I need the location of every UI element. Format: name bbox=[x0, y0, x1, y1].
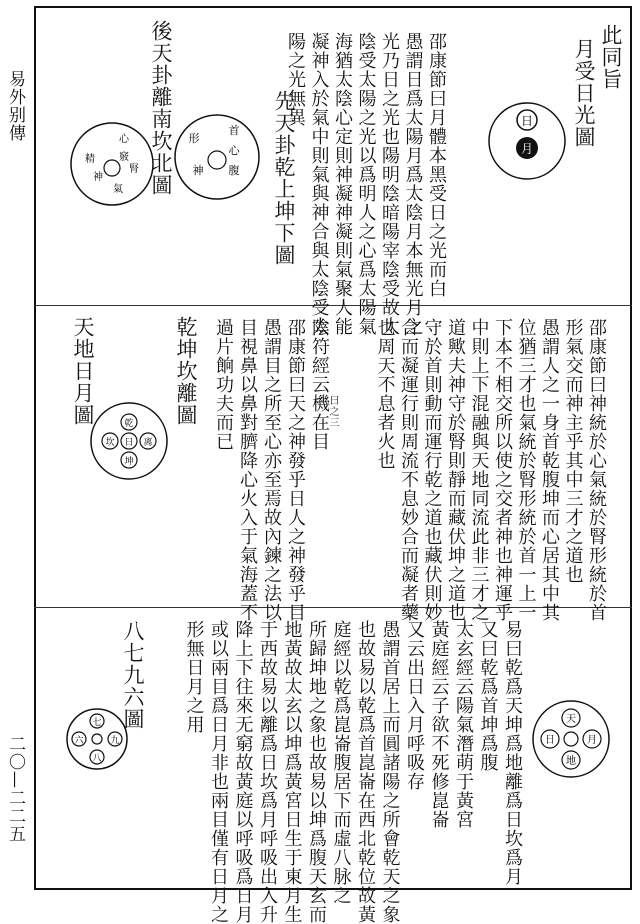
middle-text-column-9: 合而凝運行則周流不息妙合而凝者藥 bbox=[398, 318, 419, 622]
top-subheading: 月受日光圖 bbox=[572, 38, 596, 148]
svg-text:腹: 腹 bbox=[228, 164, 240, 177]
svg-text:天: 天 bbox=[566, 714, 576, 725]
middle-text-column-10: 也周天不息者火也 bbox=[374, 318, 396, 470]
middle-text-column-3: 愚謂人之一身首乾腹坤而心居其中其 bbox=[539, 318, 560, 622]
middle-left-text-column-1: 陰符經云機在目 bbox=[309, 318, 330, 451]
svg-text:首: 首 bbox=[228, 124, 240, 137]
numbers-diagram bbox=[64, 706, 130, 772]
top-text-column-7: 陽之光無異 bbox=[285, 32, 306, 127]
houtian-diagram bbox=[68, 120, 156, 208]
bottom-text-column-10: 地黃故太玄以坤爲黃宮日生于東月生 bbox=[281, 620, 303, 924]
svg-text:地: 地 bbox=[566, 756, 576, 767]
bottom-text-column-9: 所歸坤地之象也故易以坤爲腹天玄而 bbox=[306, 620, 327, 924]
sun-glyph: 日 bbox=[520, 114, 534, 128]
xiantian-heading: 先天卦乾上坤下圖 bbox=[272, 90, 296, 266]
svg-text:精: 精 bbox=[85, 154, 95, 165]
middle-left-text-column-5: 過片餉功夫而已 bbox=[213, 318, 234, 451]
qiankun-heading: 乾坤坎離圖 bbox=[174, 316, 198, 426]
svg-text:离: 离 bbox=[143, 438, 153, 448]
qiankun-diagram bbox=[88, 400, 170, 482]
book-title: 易外别傳 bbox=[5, 70, 25, 142]
middle-left-text-column-2: 邵康節曰天之神發乎日人之神發乎目 bbox=[285, 318, 306, 622]
top-text-column-2: 愚謂日爲太陽月爲太陰月本無光月之 bbox=[402, 32, 424, 336]
small-note: 曰之三 bbox=[327, 395, 338, 428]
top-text-column-3: 光乃日之光也陽明陰暗陽宰陰受故太 bbox=[379, 32, 400, 336]
moon-glyph: 月 bbox=[520, 142, 534, 156]
bottom-text-column-12: 降上下往來无窮故黃庭以呼吸爲日月 bbox=[232, 620, 254, 924]
bottom-text-column-7: 也故易以乾爲首崑崙在西北乾位故黃 bbox=[355, 620, 376, 924]
bottom-text-column-8: 庭經以乾爲崑崙腹居下而虛八脉之 bbox=[330, 620, 352, 905]
middle-text-column-2: 形氣交而神主乎其中三才之道也 bbox=[562, 318, 584, 584]
svg-text:坎: 坎 bbox=[105, 438, 115, 448]
svg-text:乾: 乾 bbox=[124, 419, 134, 429]
middle-left-text-column-3: 愚謂目之所至心亦至焉故內鍊之法以 bbox=[261, 318, 282, 622]
svg-text:八: 八 bbox=[92, 754, 102, 764]
bottom-text-column-4: 黃庭經云子欲不死修崑崙 bbox=[428, 620, 450, 829]
xiantian-diagram bbox=[172, 112, 262, 202]
svg-text:腎: 腎 bbox=[129, 164, 139, 175]
middle-text-column-1: 邵康節曰神統於心氣統於腎形統於首 bbox=[586, 318, 607, 622]
top-text-column-6: 凝神入於氣中則氣與神合與太陰受太 bbox=[308, 32, 330, 336]
svg-text:七: 七 bbox=[92, 718, 102, 728]
svg-text:竅: 竅 bbox=[119, 152, 129, 163]
svg-text:心: 心 bbox=[228, 144, 240, 157]
tiandi-riyue-diagram bbox=[530, 698, 612, 780]
bottom-text-column-11: 于西故易以離爲日坎爲月呼吸出入升 bbox=[257, 620, 278, 924]
svg-text:神: 神 bbox=[192, 164, 204, 177]
svg-text:九: 九 bbox=[110, 736, 120, 746]
svg-text:日: 日 bbox=[545, 735, 555, 746]
middle-text-column-5: 下本不相交所以使之交者神也神運乎 bbox=[492, 318, 513, 622]
bottom-text-column-6: 愚謂首居上而圓諸陽之所會乾天之象 bbox=[379, 620, 401, 924]
houtian-heading: 後天卦離南坎北圖 bbox=[149, 20, 173, 196]
middle-text-column-7: 道歟夫神守於腎則靜而藏伏坤之道也 bbox=[445, 318, 466, 622]
svg-text:形: 形 bbox=[188, 132, 200, 145]
middle-text-column-6: 中則上下混融與天地同流此非三才之 bbox=[468, 318, 490, 622]
svg-text:心: 心 bbox=[119, 134, 129, 145]
bottom-text-column-3: 太玄經云陽氣潛萌于黃宮 bbox=[453, 620, 474, 829]
tiandi-heading: 天地日月圖 bbox=[71, 316, 95, 426]
middle-text-column-4: 位猶三才也氣統於腎形統於首一上一 bbox=[515, 318, 537, 622]
svg-text:坤: 坤 bbox=[124, 457, 134, 467]
svg-text:六: 六 bbox=[74, 736, 84, 746]
bottom-text-column-2: 又曰乾爲首坤爲腹 bbox=[477, 620, 499, 772]
top-text-column-5: 海猶太陰心定則神凝神凝則氣聚人能 bbox=[332, 32, 353, 336]
bottom-text-column-13: 或以兩目爲日月非也兩目僅有日月之 bbox=[208, 620, 229, 924]
bottom-text-column-5: 又云出日入月呼吸存 bbox=[404, 620, 425, 791]
top-text-column-1: 邵康節曰月體本黑受日之光而白 bbox=[426, 32, 447, 298]
top-heading: 此同旨 bbox=[599, 24, 623, 90]
middle-left-text-column-4: 目視鼻以鼻對臍降心火入于氣海蓋不 bbox=[237, 318, 258, 622]
sun-moon-diagram bbox=[484, 98, 570, 184]
top-text-column-4: 陰受太陽之光以爲明人之心爲太陽氣 bbox=[355, 32, 377, 336]
page-number: 二〇—二二五 bbox=[5, 735, 25, 843]
bottom-text-column-14: 形無日月之用 bbox=[183, 620, 205, 734]
svg-text:日: 日 bbox=[124, 438, 134, 448]
svg-text:神: 神 bbox=[93, 172, 103, 183]
bottom-text-column-1: 易曰乾爲天坤爲地離爲日坎爲月 bbox=[502, 620, 523, 886]
middle-text-column-8: 守於首則動而運行乾之道也藏伏則妙 bbox=[421, 318, 443, 622]
bajiu-heading: 八七九六圖 bbox=[121, 620, 145, 730]
svg-text:氣: 氣 bbox=[113, 184, 123, 195]
svg-text:月: 月 bbox=[587, 735, 597, 746]
